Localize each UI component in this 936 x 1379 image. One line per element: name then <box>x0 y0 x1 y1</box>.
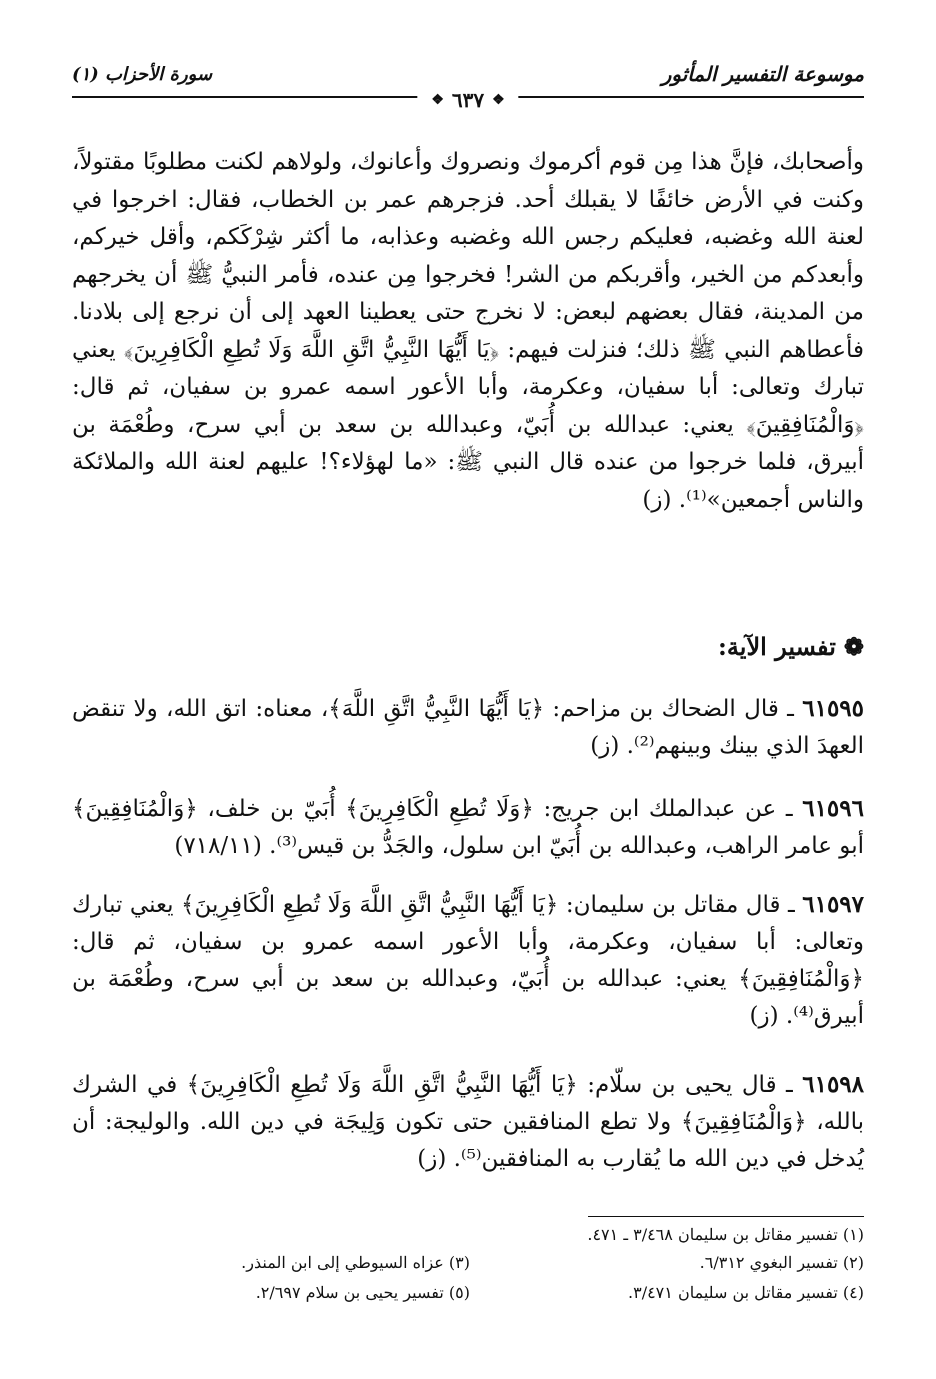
entry-text: ـ قال الضحاك بن مزاحم: ﴿يَا أَيُّهَا النَّبِيُّ اتَّقِ اللَّهَ﴾، معناه: اتق الله، ولا تنقض العهدَ الذي بينك وبينهم⁽²⁾. (ز) <box>72 696 864 759</box>
section-title: تفسير الآية: <box>718 632 836 661</box>
footnote-divider <box>588 1216 864 1217</box>
entry-number: ٦١٥٩٦ <box>802 795 864 822</box>
surah-label: سورة الأحزاب (١) <box>72 64 213 85</box>
intro-paragraph: وأصحابك، فإنَّ هذا مِن قوم أكرموك ونصروك وأعانوك، ولولاهم لكنت مطلوبًا مقتولاً، وكنت في الأرض خائفًا لا يقبلك أحد. فزجرهم عمر بن الخطاب، فقال: اخرجوا في لعنة الله وغضبه، فعليكم رجس الله وغضبه وعذابه، ما أكثر شِرْكَكم، وأقل خيركم، وأبعدكم من الخير، وأقربكم من الشر! فخرجوا مِن عنده، فأمر النبيُّ ﷺ أن يخرجهم من المدينة، فقال بعضهم لبعض: لا نخرج حتى يعطينا العهد إلى أن نرجع إلى بلادنا. فأعطاهم النبي ﷺ ذلك؛ فنزلت فيهم: ﴿يَا أَيُّهَا النَّبِيُّ اتَّقِ اللَّهَ وَلَا تُطِعِ الْكَافِرِينَ﴾ يعني تبارك وتعالى: أبا سفيان، وعكرمة، وأبا الأعور اسمه عمرو بن سفيان، ثم قال: ﴿وَالْمُنَافِقِينَ﴾ يعني: عبدالله بن أُبَيّ، وعبدالله بن سعد بن أبي سرح، وطُعْمَة بن أبيرق، فلما خرجوا من عنده قال النبي ﷺ: «ما لهؤلاء؟! عليهم لعنة الله والملائكة والناس أجمعين»⁽¹⁾. (ز) <box>72 149 864 513</box>
page-header <box>72 58 864 112</box>
flower-ornament-icon: ❁ <box>843 632 864 661</box>
page-number: ٦٣٧ <box>451 88 485 112</box>
footnote: (٥) تفسير يحيى بن سلام ٢/٦٩٧. <box>255 1283 470 1302</box>
narration-entry <box>72 790 864 865</box>
footnote: (٢) تفسير البغوي ٦/٣١٢. <box>699 1253 864 1272</box>
ornament-icon: ❖ <box>431 92 444 108</box>
footnote: (٣) عزاه السيوطي إلى ابن المنذر. <box>241 1253 470 1272</box>
entry-number: ٦١٥٩٥ <box>802 695 865 722</box>
entry-number: ٦١٥٩٧ <box>802 891 865 918</box>
narration-entry <box>72 1066 864 1178</box>
section-heading <box>718 632 864 661</box>
footnote: (١) تفسير مقاتل بن سليمان ٣/٤٦٨ ـ ٤٧١. <box>587 1225 864 1244</box>
narration-entry <box>72 690 864 765</box>
entry-text: ـ عن عبدالملك ابن جريج: ﴿وَلَا تُطِعِ الْكَافِرِينَ﴾ أُبَيّ بن خلف، ﴿وَالْمُنَافِقِينَ﴾ أبو عامر الراهب، وعبدالله بن أُبَيّ ابن سلول، والجَدُّ بن قيس⁽³⁾. (٧١٨/١١) <box>72 796 864 859</box>
page-number-box <box>417 88 518 112</box>
entry-text: ـ قال يحيى بن سلّام: ﴿يَا أَيُّهَا النَّبِيُّ اتَّقِ اللَّهَ وَلَا تُطِعِ الْكَافِرِينَ﴾ في الشرك بالله، ﴿وَالْمُنَافِقِينَ﴾ ولا تطع المنافقين حتى تكون وَلِيجَة في دين الله. والوليجة: أن يُدخل في دين الله ما يُقارب به المنافقين⁽⁵⁾. (ز) <box>72 1072 864 1172</box>
entry-text: ـ قال مقاتل بن سليمان: ﴿يَا أَيُّهَا النَّبِيُّ اتَّقِ اللَّهَ وَلَا تُطِعِ الْكَافِرِينَ﴾ يعني تبارك وتعالى: أبا سفيان، وعكرمة، وأبا الأعور اسمه عمرو بن سفيان، ثم قال: ﴿وَالْمُنَافِقِينَ﴾ يعني: عبدالله بن أُبَيّ، وعبدالله بن سعد بن أبي سرح، وطُعْمَة بن أبيرق⁽⁴⁾. (ز) <box>72 892 864 1029</box>
book-title: موسوعة التفسير المأثور <box>661 62 864 86</box>
entry-number: ٦١٥٩٨ <box>802 1071 865 1098</box>
narration-entry <box>72 886 864 1035</box>
ornament-icon: ❖ <box>492 92 505 108</box>
footnote: (٤) تفسير مقاتل بن سليمان ٣/٤٧١. <box>628 1283 864 1302</box>
